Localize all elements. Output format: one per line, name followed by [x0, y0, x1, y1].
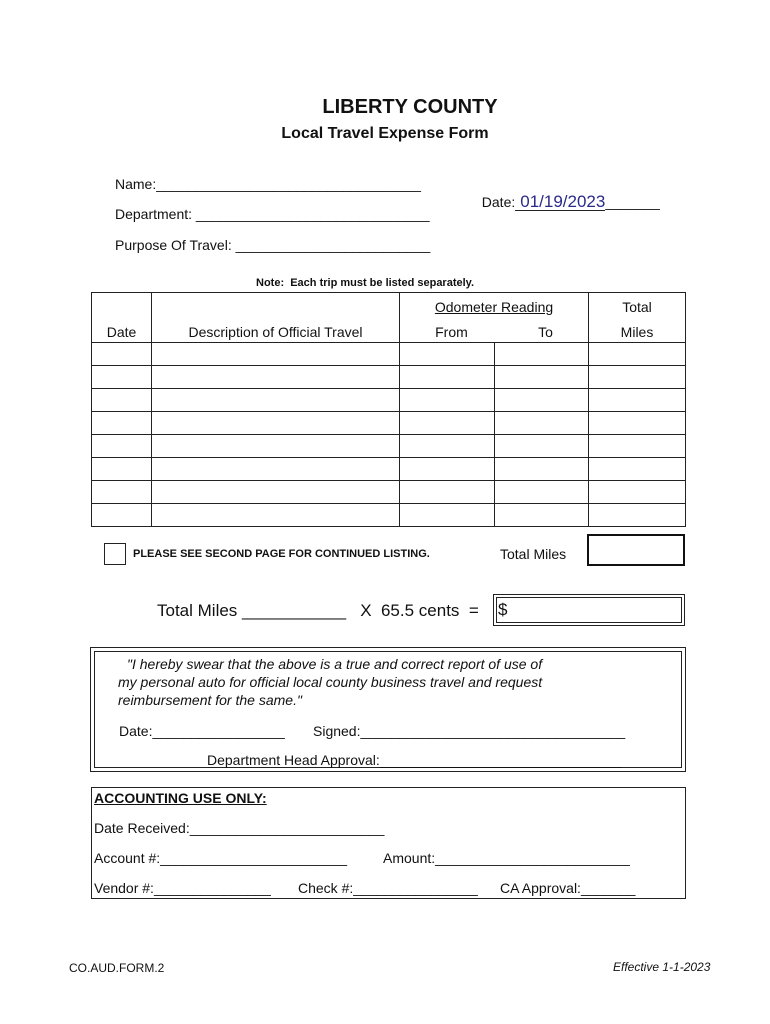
cell-from[interactable] [400, 504, 495, 527]
table-row [92, 366, 686, 389]
cell-to[interactable] [495, 366, 589, 389]
cell-miles[interactable] [589, 458, 686, 481]
name-field[interactable]: Name:__________________________________ [115, 176, 421, 192]
cell-to[interactable] [495, 389, 589, 412]
table-row [92, 458, 686, 481]
form-subtitle: Local Travel Expense Form [281, 125, 489, 142]
cell-description[interactable] [152, 366, 400, 389]
date-value: 01/19/2023 [520, 192, 606, 211]
cell-miles[interactable] [589, 504, 686, 527]
continued-label: PLEASE SEE SECOND PAGE FOR CONTINUED LISTING. [133, 548, 430, 560]
oath-statement [118, 655, 542, 709]
travel-table [91, 292, 686, 527]
cell-date[interactable] [92, 481, 152, 504]
dept-head-approval-field[interactable]: Department Head Approval:_______________________________ [207, 752, 622, 768]
cell-miles[interactable] [589, 412, 686, 435]
date-field[interactable] [474, 176, 660, 212]
cell-from[interactable] [400, 435, 495, 458]
col-total-header [589, 293, 686, 343]
cell-from[interactable] [400, 389, 495, 412]
oath-line-1: "I hereby swear that the above is a true and correct report of use of [127, 656, 543, 672]
department-field[interactable]: Department: ______________________________ [115, 206, 430, 222]
cell-miles[interactable] [589, 366, 686, 389]
note-text: Note: Each trip must be listed separately. [256, 277, 475, 289]
cell-description[interactable] [152, 412, 400, 435]
table-row [92, 389, 686, 412]
table-header-row [92, 293, 686, 343]
purpose-field[interactable]: Purpose Of Travel: _________________________ [115, 237, 431, 253]
table-row [92, 504, 686, 527]
odometer-label: Odometer Reading [434, 299, 554, 315]
form-id: CO.AUD.FORM.2 [69, 961, 165, 975]
effective-date: Effective 1-1-2023 [613, 960, 711, 974]
col-date-header: Date [92, 293, 152, 343]
col-from-header: From [435, 324, 468, 340]
col-to-header: To [538, 324, 553, 340]
cell-to[interactable] [495, 504, 589, 527]
cell-date[interactable] [92, 389, 152, 412]
cell-to[interactable] [495, 343, 589, 366]
oath-date-field[interactable]: Date:_________________ [119, 723, 285, 739]
ca-approval-field[interactable]: CA Approval:_______ [500, 880, 636, 896]
oath-signature-field[interactable]: Signed:__________________________________ [313, 723, 626, 739]
accounting-title: ACCOUNTING USE ONLY: [94, 790, 267, 806]
table-row [92, 343, 686, 366]
account-number-field[interactable]: Account #:________________________ [94, 850, 348, 866]
date-received-field[interactable]: Date Received:_________________________ [94, 820, 385, 836]
cell-date[interactable] [92, 343, 152, 366]
oath-line-2: my personal auto for official local county business travel and request [118, 674, 543, 690]
cell-from[interactable] [400, 458, 495, 481]
total-label-2: Miles [620, 324, 654, 340]
check-number-field[interactable]: Check #:________________ [298, 880, 478, 896]
cell-miles[interactable] [589, 435, 686, 458]
cell-to[interactable] [495, 458, 589, 481]
table-row [92, 435, 686, 458]
date-label: Date: [481, 194, 516, 210]
amount-field[interactable]: Amount:_________________________ [383, 850, 630, 866]
cell-from[interactable] [400, 481, 495, 504]
cell-miles[interactable] [589, 343, 686, 366]
cell-description[interactable] [152, 435, 400, 458]
col-description-header: Description of Official Travel [152, 293, 400, 343]
cell-date[interactable] [92, 458, 152, 481]
cell-from[interactable] [400, 366, 495, 389]
cell-date[interactable] [92, 366, 152, 389]
reimbursement-calculation: Total Miles ___________ X 65.5 cents = [157, 601, 484, 620]
cell-from[interactable] [400, 412, 495, 435]
total-label-1: Total [622, 299, 652, 315]
cell-from[interactable] [400, 343, 495, 366]
cell-miles[interactable] [589, 481, 686, 504]
total-miles-label: Total Miles [500, 546, 567, 562]
col-odometer-header [400, 293, 589, 343]
dollar-sign: $ [498, 600, 508, 619]
cell-date[interactable] [92, 412, 152, 435]
oath-line-3: reimbursement for the same." [118, 692, 302, 708]
form-title: LIBERTY COUNTY [322, 96, 498, 118]
cell-date[interactable] [92, 435, 152, 458]
cell-description[interactable] [152, 343, 400, 366]
cell-date[interactable] [92, 504, 152, 527]
cell-description[interactable] [152, 481, 400, 504]
vendor-number-field[interactable]: Vendor #:_______________ [94, 880, 271, 896]
continued-checkbox[interactable] [104, 543, 126, 565]
cell-description[interactable] [152, 458, 400, 481]
table-row [92, 412, 686, 435]
cell-description[interactable] [152, 389, 400, 412]
reimbursement-amount-input[interactable] [493, 594, 685, 626]
cell-to[interactable] [495, 435, 589, 458]
table-row [92, 481, 686, 504]
date-underline: _______ [605, 194, 660, 210]
total-miles-input[interactable] [587, 534, 685, 566]
cell-to[interactable] [495, 481, 589, 504]
cell-to[interactable] [495, 412, 589, 435]
cell-description[interactable] [152, 504, 400, 527]
cell-miles[interactable] [589, 389, 686, 412]
